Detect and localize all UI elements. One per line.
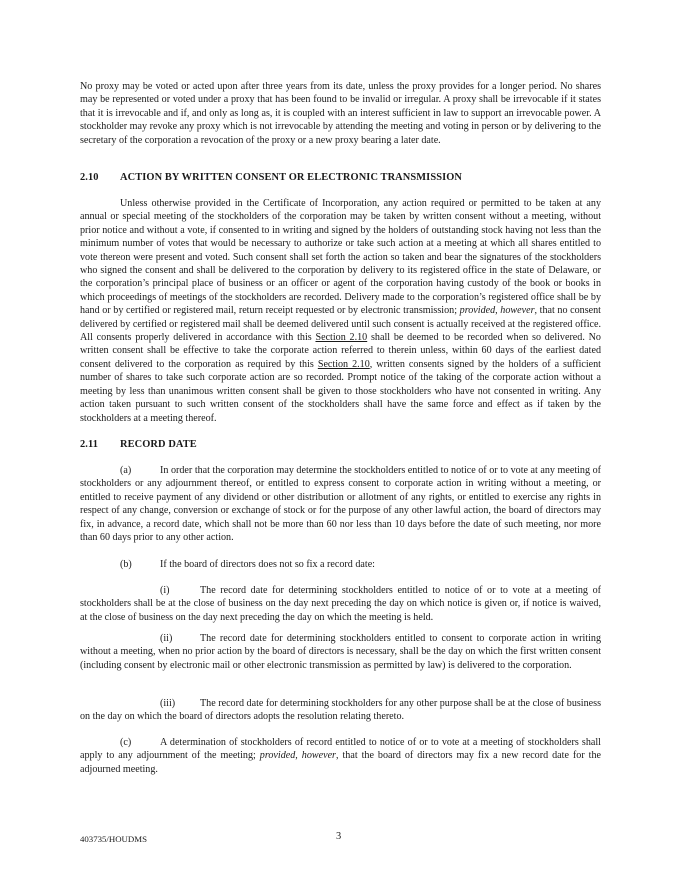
section-2-11-title: RECORD DATE [120, 439, 197, 450]
subsection-a-text: In order that the corporation may determine the stockholders entitled to notice of or to vote at any meeting of stockholders or any adjournment thereof, or entitled to express consent to corporate action in writing without a meeting, or entitled to receive payment of any dividend or other distribution or allotment of any rights, or entitled to exercise any rights in respect of any change, conversion or exchange of stock or for the purpose of any other lawful action, the board of directors may fix, in advance, a record date, which shall not be more than 60 nor less than 10 days before the date of such meeting, nor more than 60 days prior to any other action. [80, 465, 601, 544]
subsection-a-paragraph [80, 464, 601, 544]
clause-b-i-text: The record date for determining stockholders entitled to notice of or to vote at a meeting of stockholders shall be at the close of business on the day next preceding the day on which notice is given or, if notice is waived, at the close of business on the day next preceding the day on which the meeting is held. [80, 585, 601, 623]
clause-b-iii-paragraph [80, 697, 601, 724]
footer-page-number: 3 [336, 831, 342, 842]
clause-b-ii-text: The record date for determining stockholders entitled to consent to corporate action in writing without a meeting, when no prior action by the board of directors is necessary, shall be the day on which the first written consent (including consent by electronic mail or other electronic transmission as permitted by law) is delivered to the corporation. [80, 633, 601, 671]
subsection-b-text: If the board of directors does not so fix a record date: [160, 559, 375, 570]
subsection-c-text-part1: A determination of stockholders of record entitled to notice of or to vote at a meeting of stockholders shall apply to any adjournment of the meeting; [80, 737, 601, 762]
clause-b-iii-marker: (iii) [160, 698, 176, 709]
subsection-c-marker: (c) [120, 737, 132, 748]
section-2-11-number: 2.11 [80, 439, 99, 450]
section-2-10-title: ACTION BY WRITTEN CONSENT OR ELECTRONIC TRANSMISSION [120, 172, 463, 183]
clause-b-ii-paragraph [80, 632, 601, 672]
subsection-c-proviso: provided, however [259, 750, 336, 762]
section-2-10-text-part2: , that no consent delivered by certified or registered mail shall be deemed delivered until such consent is actually received at the registered office. All consents properly delivered in accordance with this [80, 305, 601, 344]
section-2-10-cross-reference-1: Section 2.10 [315, 332, 368, 344]
section-2-10-text-part1: Unless otherwise provided in the Certificate of Incorporation, any action required or permitted to be taken at any annual or special meeting of the stockholders of the corporation may be taken by written consent without a meeting, without prior notice and without a vote, if consented to in writing and signed by the holders of outstanding stock having not less than the minimum number of votes that would be necessary to authorize or take such action at a meeting at which all shares entitled to vote thereon were present and voted. Such consent shall set forth the action so taken and bear the signatures of the stockholders who signed the consent and shall be delivered to the corporation by delivery to its registered office in the state of Delaware, or the corporation’s principal place of business or an officer or agent of the corporation having custody of the book or books in which proceedings of meetings of the stockholders are recorded. Delivery made to the corporation’s registered office shall be by hand or by certified or registered mail, return receipt requested or by electronic transmission; [80, 198, 601, 317]
section-2-10-text-part3: shall be deemed to be recorded when so delivered. No written consent shall be effective to take the corporate action referred to therein unless, within 60 days of the earliest dated consent delivered to the corporation as required by this [80, 332, 601, 370]
footer-document-id: 403735/HOUDMS [80, 834, 147, 844]
clause-b-i-paragraph [80, 584, 601, 624]
clause-b-iii-text: The record date for determining stockholders for any other purpose shall be at the close of business on the day on which the board of directors adopts the resolution relating thereto. [80, 698, 601, 723]
section-2-10-heading [80, 171, 462, 184]
section-2-11-heading [80, 438, 197, 451]
subsection-b-marker: (b) [120, 559, 132, 570]
proxy-paragraph [80, 80, 601, 147]
subsection-c-text-part2: , that the board of directors may fix a new record date for the adjourned meeting. [80, 750, 601, 775]
subsection-b-paragraph [120, 558, 601, 571]
section-2-10-text-part4: , written consents signed by the holders of a sufficient number of shares to take such corporate action are so recorded. Prompt notice of the taking of the corporate action without a meeting by less than unanimous written consent shall be given to those stockholders who have not consented in writing. Any action taken pursuant to such written consent of the stockholders shall have the same force and effect as if taken by the stockholders at a meeting thereof. [80, 358, 601, 424]
section-2-10-number: 2.10 [80, 172, 99, 183]
clause-b-i-marker: (i) [160, 585, 170, 596]
proxy-paragraph-text: No proxy may be voted or acted upon after three years from its date, unless the proxy provides for a longer period. No shares may be represented or voted under a proxy that has been found to be invalid or irregular. A proxy shall be irrevocable if it states that it is irrevocable and if, and only as long as, it is coupled with an interest sufficient in law to support an irrevocable power. A stockholder may revoke any proxy which is not irrevocable by attending the meeting and voting in person or by delivering to the secretary of the corporation a revocation of the proxy or a new proxy bearing a later date. [80, 81, 601, 146]
section-2-10-proviso: provided, however [459, 305, 535, 317]
clause-b-ii-marker: (ii) [160, 633, 173, 644]
subsection-a-marker: (a) [120, 465, 132, 476]
subsection-c-paragraph [80, 736, 601, 776]
section-2-10-cross-reference-2: Section 2.10 [317, 358, 370, 370]
section-2-10-paragraph [80, 197, 601, 425]
